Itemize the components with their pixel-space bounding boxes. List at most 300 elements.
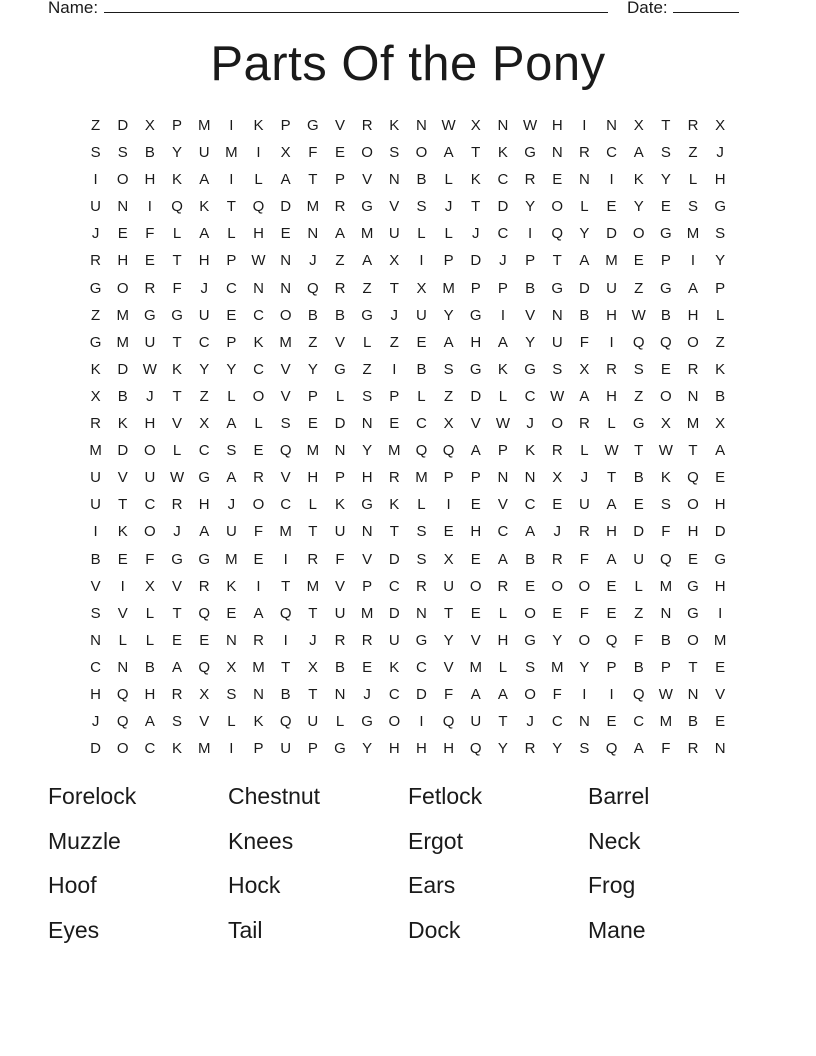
grid-letter: M bbox=[469, 658, 483, 676]
grid-letter: N bbox=[497, 117, 509, 134]
grid-letter: L bbox=[498, 387, 508, 405]
grid-letter: L bbox=[716, 306, 725, 324]
grid-letter: S bbox=[389, 144, 400, 162]
grid-letter: D bbox=[578, 279, 590, 297]
grid-letter: W bbox=[495, 415, 510, 433]
grid-letter: L bbox=[227, 713, 236, 731]
grid-letter: B bbox=[144, 144, 155, 162]
grid-letter: O bbox=[252, 387, 265, 405]
grid-letter: R bbox=[361, 631, 373, 649]
grid-letter: C bbox=[225, 279, 237, 297]
grid-letter: I bbox=[229, 117, 234, 134]
grid-letter: J bbox=[227, 496, 236, 514]
grid-letter: T bbox=[308, 685, 318, 703]
grid-letter: Q bbox=[415, 442, 428, 460]
grid-letter: N bbox=[606, 117, 617, 134]
grid-letter: A bbox=[633, 144, 644, 162]
grid-letter: T bbox=[308, 171, 318, 189]
grid-letter: Q bbox=[171, 198, 183, 216]
grid-letter: K bbox=[389, 117, 400, 134]
grid-letter: R bbox=[497, 577, 509, 595]
grid-letter: Y bbox=[525, 333, 536, 351]
grid-letter: E bbox=[253, 442, 264, 460]
grid-letter: Y bbox=[660, 171, 671, 189]
grid-letter: M bbox=[116, 306, 129, 324]
grid-letter: D bbox=[90, 740, 101, 758]
grid-letter: G bbox=[632, 415, 645, 433]
grid-letter: Q bbox=[442, 442, 455, 460]
grid-letter: X bbox=[307, 658, 318, 676]
grid-letter: F bbox=[335, 550, 345, 568]
grid-letter: N bbox=[117, 198, 129, 216]
grid-letter: S bbox=[633, 360, 644, 378]
grid-letter: P bbox=[497, 442, 508, 460]
grid-letter: R bbox=[578, 415, 590, 433]
grid-letter: J bbox=[472, 225, 480, 243]
grid-letter: I bbox=[256, 577, 261, 595]
grid-letter: L bbox=[145, 604, 155, 622]
grid-letter: V bbox=[90, 577, 101, 595]
grid-letter: S bbox=[416, 550, 427, 568]
grid-letter: W bbox=[658, 442, 673, 460]
grid-letter: U bbox=[416, 306, 427, 324]
grid-letter: N bbox=[117, 658, 129, 676]
grid-letter: A bbox=[226, 469, 237, 487]
grid-letter: J bbox=[363, 685, 371, 703]
grid-letter: N bbox=[660, 604, 672, 622]
grid-letter: Q bbox=[252, 198, 265, 216]
grid-letter: P bbox=[497, 279, 508, 297]
grid-letter: F bbox=[579, 333, 589, 351]
grid-letter: C bbox=[280, 496, 292, 514]
grid-letter: Y bbox=[552, 740, 563, 758]
grid-letter: C bbox=[416, 415, 427, 433]
grid-letter: O bbox=[361, 144, 373, 162]
grid-letter: F bbox=[579, 604, 589, 622]
date-blank-line[interactable] bbox=[673, 12, 739, 13]
grid-letter: H bbox=[388, 740, 400, 758]
grid-letter: W bbox=[169, 469, 185, 487]
grid-letter: G bbox=[171, 550, 183, 568]
grid-letter: R bbox=[687, 117, 699, 134]
grid-letter: F bbox=[145, 550, 155, 568]
grid-letter: T bbox=[661, 117, 671, 134]
grid-letter: D bbox=[606, 225, 617, 243]
grid-letter: H bbox=[714, 171, 726, 189]
grid-letter: Z bbox=[308, 333, 318, 351]
grid-letter: C bbox=[416, 658, 427, 676]
grid-letter: U bbox=[443, 577, 455, 595]
grid-letter: Q bbox=[469, 740, 482, 758]
grid-letter: R bbox=[90, 415, 101, 433]
grid-letter: T bbox=[281, 577, 291, 595]
grid-letter: U bbox=[470, 713, 482, 731]
grid-letter: P bbox=[660, 252, 671, 270]
grid-letter: E bbox=[172, 631, 183, 649]
grid-letter: E bbox=[606, 604, 617, 622]
grid-letter: G bbox=[171, 306, 183, 324]
grid-letter: U bbox=[334, 604, 346, 622]
grid-letter: B bbox=[90, 550, 101, 568]
grid-letter: Q bbox=[116, 713, 129, 731]
grid-letter: X bbox=[90, 387, 101, 405]
grid-letter: H bbox=[606, 306, 617, 324]
grid-letter: E bbox=[633, 496, 644, 514]
grid-letter: G bbox=[469, 360, 482, 378]
grid-letter: U bbox=[280, 740, 292, 758]
grid-letter: K bbox=[226, 577, 237, 595]
grid-letter: Z bbox=[688, 144, 698, 162]
grid-letter: B bbox=[525, 550, 536, 568]
grid-letter: L bbox=[145, 631, 155, 649]
grid-letter: T bbox=[389, 279, 399, 297]
grid-letter: P bbox=[334, 171, 345, 189]
grid-letter: R bbox=[687, 740, 699, 758]
grid-letter: M bbox=[686, 415, 700, 433]
grid-letter: H bbox=[714, 577, 726, 595]
word-list-item: Eyes bbox=[48, 916, 100, 943]
grid-letter: K bbox=[389, 496, 400, 514]
grid-letter: M bbox=[279, 523, 292, 541]
grid-letter: I bbox=[500, 306, 505, 324]
grid-letter: L bbox=[335, 387, 345, 405]
grid-letter: N bbox=[253, 279, 264, 297]
grid-letter: L bbox=[335, 713, 345, 731]
grid-letter: E bbox=[660, 360, 671, 378]
grid-letter: I bbox=[283, 631, 288, 649]
grid-letter: M bbox=[306, 198, 320, 216]
grid-letter: E bbox=[606, 577, 617, 595]
grid-letter: H bbox=[117, 252, 129, 270]
grid-letter: F bbox=[634, 631, 644, 649]
grid-letter: I bbox=[419, 252, 424, 270]
grid-letter: Z bbox=[199, 387, 209, 405]
grid-letter: G bbox=[714, 550, 726, 568]
grid-letter: P bbox=[443, 469, 454, 487]
grid-letter: P bbox=[172, 117, 183, 134]
grid-letter: W bbox=[251, 252, 266, 270]
grid-letter: K bbox=[199, 198, 210, 216]
grid-letter: J bbox=[200, 279, 208, 297]
grid-letter: T bbox=[634, 442, 644, 460]
grid-letter: A bbox=[199, 523, 210, 541]
grid-letter: U bbox=[388, 631, 400, 649]
grid-letter: J bbox=[91, 225, 100, 243]
grid-letter: B bbox=[334, 658, 345, 676]
grid-letter: H bbox=[144, 685, 156, 703]
grid-letter: I bbox=[283, 550, 288, 568]
grid-letter: B bbox=[525, 279, 536, 297]
grid-letter: A bbox=[606, 496, 617, 514]
grid-letter: U bbox=[144, 333, 156, 351]
grid-letter: C bbox=[524, 387, 536, 405]
grid-letter: A bbox=[226, 415, 237, 433]
grid-letter: Q bbox=[116, 685, 129, 703]
grid-letter: C bbox=[144, 740, 156, 758]
grid-letter: L bbox=[362, 333, 372, 351]
date-label: Date: bbox=[627, 0, 668, 17]
grid-letter: I bbox=[582, 685, 587, 703]
grid-letter: V bbox=[470, 415, 481, 433]
grid-letter: P bbox=[307, 740, 318, 758]
grid-letter: L bbox=[634, 577, 643, 595]
grid-letter: N bbox=[90, 631, 101, 649]
grid-letter: S bbox=[552, 360, 563, 378]
grid-letter: A bbox=[579, 387, 590, 405]
grid-letter: K bbox=[90, 360, 101, 378]
grid-letter: L bbox=[254, 171, 263, 189]
grid-letter: X bbox=[660, 415, 671, 433]
grid-letter: E bbox=[606, 198, 617, 216]
grid-letter: D bbox=[117, 442, 129, 460]
grid-letter: W bbox=[631, 306, 646, 324]
grid-letter: F bbox=[552, 685, 562, 703]
grid-letter: V bbox=[280, 469, 291, 487]
grid-letter: V bbox=[280, 387, 291, 405]
grid-letter: T bbox=[118, 496, 128, 514]
grid-letter: D bbox=[470, 387, 482, 405]
grid-letter: E bbox=[470, 550, 481, 568]
grid-letter: G bbox=[198, 550, 211, 568]
grid-letter: U bbox=[198, 144, 210, 162]
grid-letter: D bbox=[633, 523, 645, 541]
grid-letter: G bbox=[524, 144, 536, 162]
grid-letter: D bbox=[388, 604, 400, 622]
grid-letter: S bbox=[117, 144, 128, 162]
grid-letter: O bbox=[469, 577, 482, 595]
grid-letter: N bbox=[307, 225, 319, 243]
grid-letter: R bbox=[307, 550, 319, 568]
grid-letter: X bbox=[579, 360, 590, 378]
grid-letter: C bbox=[524, 496, 536, 514]
grid-letter: C bbox=[253, 360, 264, 378]
grid-letter: E bbox=[552, 496, 563, 514]
grid-letter: A bbox=[497, 685, 508, 703]
grid-letter: A bbox=[144, 713, 155, 731]
grid-letter: L bbox=[227, 225, 236, 243]
word-list-item: Fetlock bbox=[408, 783, 483, 809]
grid-letter: A bbox=[362, 252, 373, 270]
grid-letter: B bbox=[334, 306, 345, 324]
grid-letter: D bbox=[117, 360, 129, 378]
grid-letter: N bbox=[253, 685, 264, 703]
grid-letter: X bbox=[199, 415, 210, 433]
grid-letter: I bbox=[229, 740, 234, 758]
grid-letter: R bbox=[361, 117, 373, 134]
grid-letter: C bbox=[388, 577, 400, 595]
grid-letter: T bbox=[552, 252, 562, 270]
grid-letter: U bbox=[225, 523, 237, 541]
grid-letter: X bbox=[552, 469, 563, 487]
grid-letter: T bbox=[172, 387, 182, 405]
grid-letter: C bbox=[497, 225, 509, 243]
grid-letter: L bbox=[498, 658, 508, 676]
grid-letter: E bbox=[389, 415, 400, 433]
grid-letter: S bbox=[416, 198, 427, 216]
grid-letter: J bbox=[390, 306, 399, 324]
grid-letter: E bbox=[715, 469, 726, 487]
grid-letter: W bbox=[550, 387, 565, 405]
grid-letter: U bbox=[606, 279, 617, 297]
grid-letter: L bbox=[688, 171, 698, 189]
grid-letter: D bbox=[416, 685, 427, 703]
grid-letter: C bbox=[253, 306, 264, 324]
grid-letter: W bbox=[441, 117, 456, 134]
grid-letter: E bbox=[226, 306, 237, 324]
grid-letter: E bbox=[715, 713, 726, 731]
grid-letter: M bbox=[550, 658, 564, 676]
grid-letter: Y bbox=[633, 198, 644, 216]
grid-letter: Y bbox=[497, 740, 508, 758]
grid-letter: T bbox=[688, 658, 698, 676]
grid-letter: A bbox=[715, 442, 726, 460]
word-list-item: Knees bbox=[228, 827, 294, 854]
grid-letter: X bbox=[470, 117, 481, 134]
grid-letter: N bbox=[551, 306, 563, 324]
grid-letter: O bbox=[687, 333, 699, 351]
grid-letter: E bbox=[362, 658, 373, 676]
grid-letter: I bbox=[229, 171, 234, 189]
grid-letter: C bbox=[388, 685, 400, 703]
grid-letter: G bbox=[361, 198, 373, 216]
grid-letter: R bbox=[388, 469, 400, 487]
grid-letter: E bbox=[443, 523, 454, 541]
grid-letter: E bbox=[307, 415, 318, 433]
grid-letter: M bbox=[360, 225, 374, 243]
grid-letter: B bbox=[660, 631, 671, 649]
grid-letter: R bbox=[687, 360, 699, 378]
grid-letter: S bbox=[660, 496, 671, 514]
grid-letter: E bbox=[525, 577, 536, 595]
grid-letter: U bbox=[578, 496, 590, 514]
grid-letter: B bbox=[688, 713, 699, 731]
grid-letter: Z bbox=[335, 252, 345, 270]
grid-letter: Y bbox=[579, 225, 590, 243]
grid-letter: L bbox=[417, 496, 426, 514]
grid-letter: B bbox=[117, 387, 128, 405]
grid-letter: O bbox=[144, 523, 156, 541]
grid-letter: V bbox=[334, 577, 345, 595]
grid-letter: A bbox=[470, 685, 481, 703]
grid-letter: O bbox=[116, 279, 129, 297]
grid-letter: L bbox=[118, 631, 127, 649]
grid-letter: G bbox=[660, 279, 672, 297]
grid-letter: A bbox=[470, 442, 481, 460]
grid-letter: J bbox=[444, 198, 453, 216]
grid-letter: B bbox=[633, 658, 644, 676]
grid-letter: X bbox=[199, 685, 210, 703]
grid-letter: S bbox=[226, 685, 237, 703]
grid-letter: Q bbox=[605, 631, 618, 649]
grid-letter: A bbox=[579, 252, 590, 270]
grid-letter: H bbox=[551, 117, 563, 134]
grid-letter: V bbox=[280, 360, 291, 378]
grid-letter: J bbox=[526, 415, 534, 433]
grid-letter: I bbox=[718, 604, 723, 622]
word-list-item: Frog bbox=[588, 872, 636, 898]
grid-letter: N bbox=[225, 631, 237, 649]
grid-letter: P bbox=[334, 469, 345, 487]
grid-letter: G bbox=[524, 360, 536, 378]
grid-letter: Y bbox=[443, 631, 454, 649]
grid-letter: M bbox=[252, 658, 265, 676]
grid-letter: K bbox=[660, 469, 671, 487]
grid-letter: R bbox=[551, 442, 563, 460]
grid-letter: R bbox=[253, 469, 264, 487]
page-title: Parts Of the Pony bbox=[210, 37, 606, 91]
word-list-item: Ears bbox=[408, 872, 456, 898]
grid-letter: U bbox=[90, 198, 101, 216]
grid-letter: K bbox=[389, 658, 400, 676]
grid-letter: E bbox=[633, 252, 644, 270]
grid-letter: K bbox=[253, 333, 264, 351]
grid-letter: F bbox=[579, 550, 589, 568]
grid-letter: Y bbox=[443, 306, 454, 324]
grid-letter: G bbox=[551, 279, 564, 297]
grid-letter: V bbox=[117, 604, 128, 622]
grid-letter: P bbox=[715, 279, 726, 297]
grid-letter: U bbox=[144, 469, 156, 487]
grid-letter: C bbox=[90, 658, 101, 676]
name-blank-line[interactable] bbox=[104, 12, 608, 13]
grid-letter: I bbox=[690, 252, 696, 270]
grid-letter: F bbox=[661, 740, 671, 758]
grid-letter: F bbox=[444, 685, 454, 703]
grid-letter: H bbox=[307, 469, 319, 487]
grid-letter: L bbox=[444, 225, 453, 243]
grid-letter: O bbox=[660, 387, 672, 405]
grid-letter: G bbox=[415, 631, 428, 649]
grid-letter: X bbox=[715, 117, 726, 134]
word-list-item: Barrel bbox=[588, 783, 650, 809]
grid-letter: B bbox=[579, 306, 590, 324]
grid-letter: T bbox=[172, 604, 182, 622]
grid-letter: K bbox=[172, 360, 183, 378]
grid-letter: M bbox=[686, 225, 700, 243]
grid-letter: S bbox=[715, 225, 726, 243]
grid-letter: O bbox=[551, 415, 564, 433]
grid-letter: G bbox=[469, 306, 482, 324]
grid-letter: T bbox=[389, 523, 399, 541]
grid-letter: D bbox=[714, 523, 726, 541]
grid-letter: S bbox=[362, 387, 373, 405]
grid-letter: Q bbox=[279, 604, 292, 622]
grid-letter: H bbox=[714, 496, 726, 514]
grid-letter: B bbox=[144, 658, 155, 676]
grid-letter: N bbox=[334, 442, 346, 460]
grid-letter: T bbox=[281, 658, 291, 676]
grid-letter: G bbox=[198, 469, 211, 487]
grid-letter: U bbox=[633, 550, 645, 568]
grid-letter: O bbox=[116, 171, 129, 189]
grid-letter: R bbox=[551, 550, 563, 568]
grid-letter: I bbox=[609, 685, 614, 703]
grid-letter: O bbox=[687, 496, 699, 514]
grid-letter: A bbox=[443, 144, 454, 162]
grid-letter: R bbox=[253, 631, 264, 649]
grid-letter: L bbox=[308, 496, 317, 514]
grid-letter: O bbox=[252, 496, 265, 514]
grid-letter: S bbox=[226, 442, 237, 460]
grid-letter: N bbox=[524, 469, 536, 487]
grid-letter: Z bbox=[362, 279, 372, 297]
grid-letter: I bbox=[120, 577, 125, 595]
grid-letter: A bbox=[497, 333, 508, 351]
grid-letter: O bbox=[144, 442, 156, 460]
name-label: Name: bbox=[48, 0, 99, 17]
grid-letter: L bbox=[254, 415, 263, 433]
grid-letter: O bbox=[551, 577, 564, 595]
